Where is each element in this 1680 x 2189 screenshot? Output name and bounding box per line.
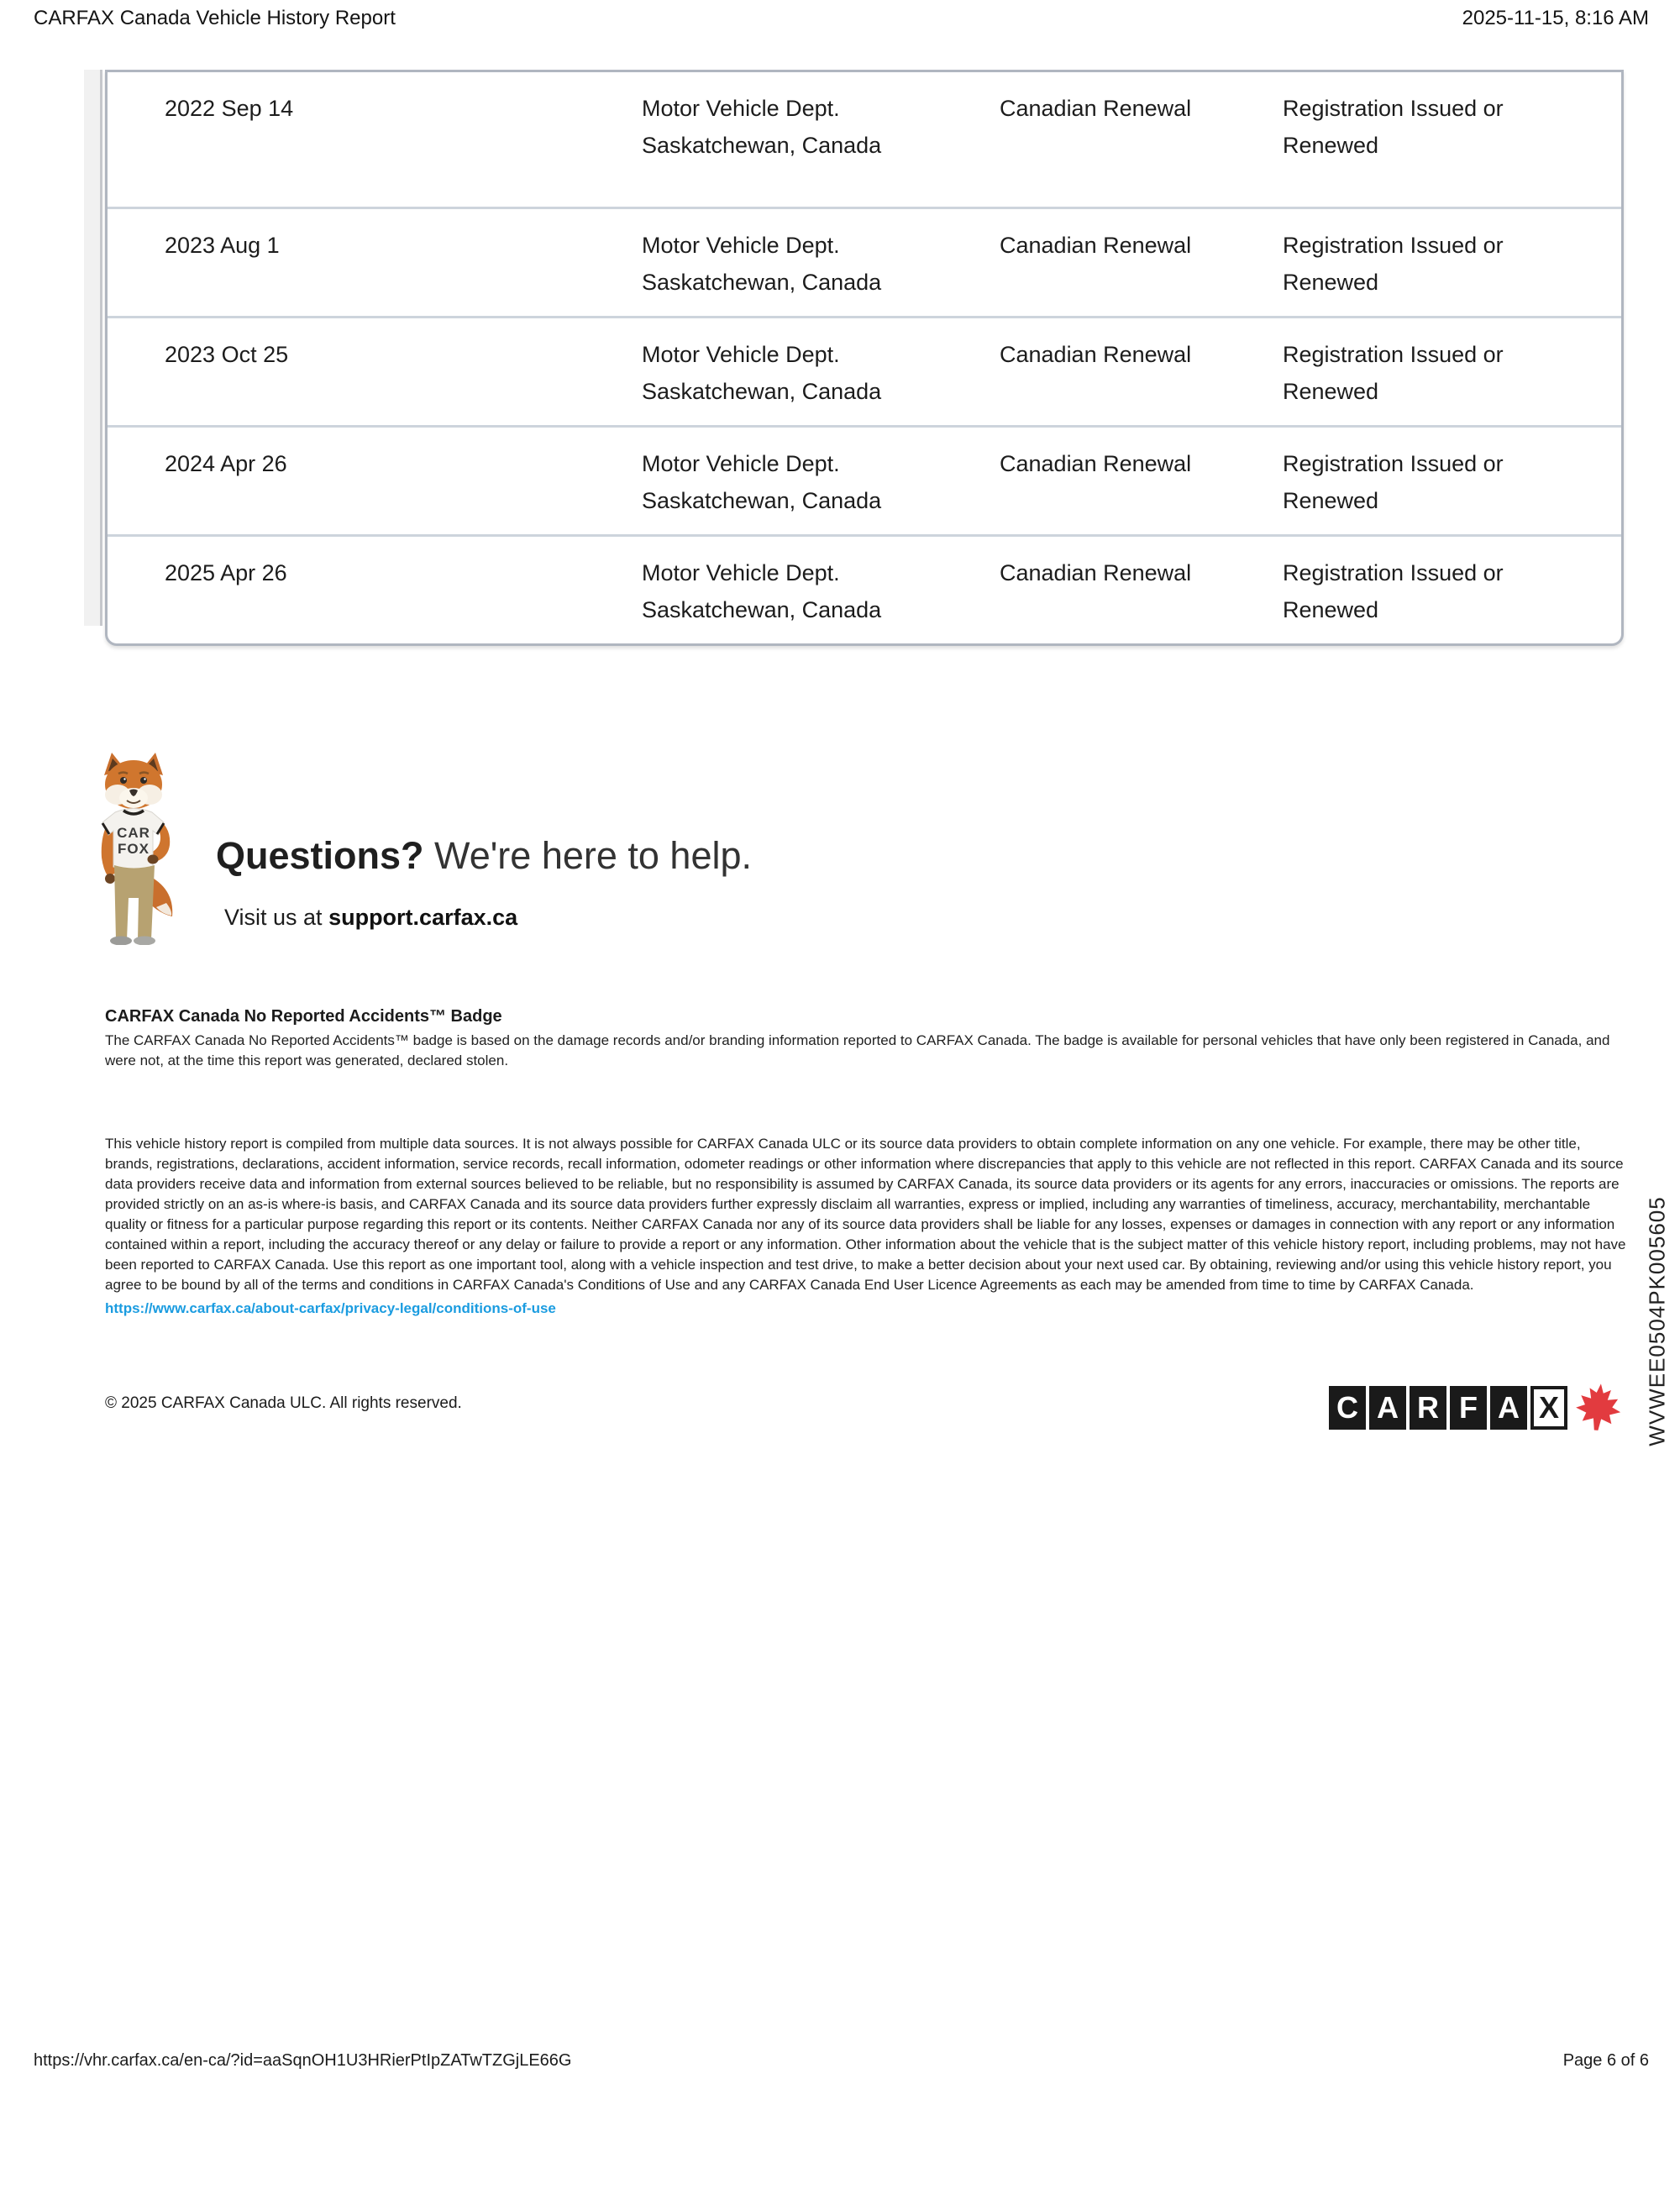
logo-letter-tile: F: [1450, 1386, 1487, 1430]
help-heading: [216, 834, 752, 878]
record-type: Canadian Renewal: [1000, 560, 1192, 585]
record-source: Motor Vehicle Dept. Saskatchewan, Canada: [642, 96, 882, 158]
vin-vertical-text: WVWEE0504PK005605: [1644, 1196, 1670, 1446]
badge-section: [105, 1007, 1627, 1071]
record-type: Canadian Renewal: [1000, 451, 1192, 476]
table-row: [108, 316, 1621, 425]
record-type: Canadian Renewal: [1000, 233, 1192, 258]
shirt-text-car: CAR: [117, 825, 150, 841]
disclaimer-section: [105, 1134, 1627, 1317]
shirt-text-fox: FOX: [118, 841, 150, 857]
carfax-logo: [1329, 1386, 1623, 1433]
help-heading-bold: Questions?: [216, 834, 424, 877]
conditions-of-use-link[interactable]: https://www.carfax.ca/about-carfax/privacy-legal/conditions-of-use: [105, 1300, 556, 1316]
record-source: Motor Vehicle Dept. Saskatchewan, Canada: [642, 233, 882, 295]
footer-url: https://vhr.carfax.ca/en-ca/?id=aaSqnOH1U3HRierPtIpZATwTZGjLE66G: [34, 2051, 572, 2070]
record-details: Registration Issued or Renewed: [1283, 560, 1504, 622]
record-source: Motor Vehicle Dept. Saskatchewan, Canada: [642, 451, 882, 513]
record-date: 2023 Aug 1: [165, 233, 280, 258]
record-details: Registration Issued or Renewed: [1283, 96, 1504, 158]
record-date: 2023 Oct 25: [165, 342, 289, 367]
maple-leaf-icon: [1572, 1378, 1625, 1436]
table-row: [108, 207, 1621, 316]
record-source: Motor Vehicle Dept. Saskatchewan, Canada: [642, 342, 882, 404]
logo-letter-tile: C: [1329, 1386, 1366, 1430]
logo-letter-tile: R: [1410, 1386, 1446, 1430]
print-datetime: 2025-11-15, 8:16 AM: [1462, 7, 1649, 29]
record-source: Motor Vehicle Dept. Saskatchewan, Canada: [642, 560, 882, 622]
support-link[interactable]: support.carfax.ca: [328, 905, 518, 930]
record-date: 2025 Apr 26: [165, 560, 287, 585]
badge-heading: CARFAX Canada No Reported Accidents™ Badge: [105, 1007, 502, 1026]
help-heading-rest: We're here to help.: [423, 834, 753, 877]
table-row: [108, 425, 1621, 534]
table-row: [108, 72, 1621, 207]
record-date: 2022 Sep 14: [165, 96, 294, 121]
fox-pants: [114, 865, 155, 940]
record-details: Registration Issued or Renewed: [1283, 233, 1504, 295]
copyright-text: © 2025 CARFAX Canada ULC. All rights reserved.: [105, 1394, 462, 1412]
page-number: Page 6 of 6: [1562, 2051, 1649, 2070]
timeline-left-rail: [84, 70, 102, 626]
record-type: Canadian Renewal: [1000, 342, 1192, 367]
page-title: CARFAX Canada Vehicle History Report: [34, 7, 396, 29]
record-type: Canadian Renewal: [1000, 96, 1192, 121]
record-date: 2024 Apr 26: [165, 451, 287, 476]
record-details: Registration Issued or Renewed: [1283, 342, 1504, 404]
badge-body: The CARFAX Canada No Reported Accidents™ badge is based on the damage records and/or branding information reported to CARFAX Canada. The badge is available for personal vehicles that have only been registered in Canada, and were not, at the time this report was generated, declared stolen.: [105, 1032, 1610, 1068]
visit-line: Visit us at support.carfax.ca: [224, 905, 518, 930]
table-row: [108, 534, 1621, 643]
disclaimer-body: This vehicle history report is compiled from multiple data sources. It is not always possible for CARFAX Canada ULC or its source data providers to obtain complete information on any one vehicle. For example, there may be other title, brands, registrations, declarations, accident information, service records, recall information, odometer readings or other information where discrepancies that apply to this vehicle are not reflected in this report. CARFAX Canada and its source data providers receive data and information from external sources believed to be reliable, but no responsibility is assumed by CARFAX Canada, its source data providers or its agents for any errors, inaccuracies or omissions. The reports are provided strictly on an as-is where-is basis, and CARFAX Canada and its source data providers further expressly disclaim all warranties, express or implied, including any warranties of timeliness, accuracy, merchantability, merchantable quality or fitness for a particular purpose regarding this report or its contents. Neither CARFAX Canada nor any of its source data providers shall be liable for any losses, expenses or damages in connection with any report or any information contained within a report, including the accuracy thereof or any delay or failure to provide a report or any information. Other information about the vehicle that is the subject matter of this vehicle history report, including problems, may not have been reported to CARFAX Canada. Use this report as one important tool, along with a vehicle inspection and test drive, to make a better decision about your next used car. By obtaining, reviewing and/or using this vehicle history report, you agree to be bound by all of the terms and conditions in CARFAX Canada's Conditions of Use and any CARFAX Canada End User Licence Agreements as each may be amended from time to time by CARFAX Canada.: [105, 1136, 1626, 1293]
registration-history-table: [105, 70, 1624, 646]
logo-letter-tile-x: X: [1530, 1386, 1567, 1430]
record-details: Registration Issued or Renewed: [1283, 451, 1504, 513]
logo-letter-tile: A: [1490, 1386, 1527, 1430]
carfox-mascot-image: [86, 750, 183, 945]
logo-letter-tile: A: [1369, 1386, 1406, 1430]
